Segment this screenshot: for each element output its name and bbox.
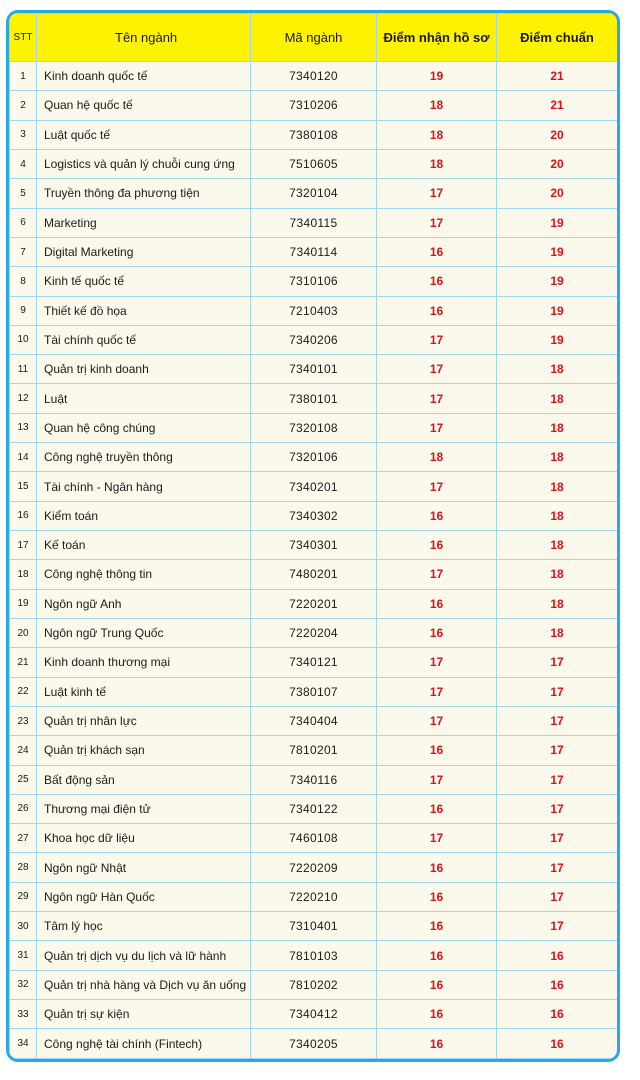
row-major-code: 7340114 [251, 237, 377, 266]
row-stt: 7 [10, 237, 37, 266]
row-major-name: Ngôn ngữ Hàn Quốc [37, 882, 251, 911]
table-row [10, 296, 618, 325]
row-major-name: Ngôn ngữ Nhật [37, 853, 251, 882]
row-benchmark-score: 21 [497, 91, 618, 120]
row-major-code: 7380108 [251, 120, 377, 149]
table-row [10, 706, 618, 735]
row-major-code: 7340120 [251, 62, 377, 91]
row-stt: 33 [10, 1000, 37, 1029]
row-major-name: Logistics và quản lý chuỗi cung ứng [37, 149, 251, 178]
row-stt: 29 [10, 882, 37, 911]
row-profile-score: 19 [377, 62, 497, 91]
row-major-code: 7340115 [251, 208, 377, 237]
table-row [10, 618, 618, 647]
row-major-code: 7480201 [251, 560, 377, 589]
row-major-name: Kiểm toán [37, 501, 251, 530]
row-major-name: Luật quốc tế [37, 120, 251, 149]
admission-table-frame [6, 10, 620, 1062]
row-major-code: 7220204 [251, 618, 377, 647]
row-major-code: 7510605 [251, 149, 377, 178]
row-profile-score: 17 [377, 355, 497, 384]
row-benchmark-score: 17 [497, 912, 618, 941]
row-stt: 15 [10, 472, 37, 501]
row-stt: 30 [10, 912, 37, 941]
row-benchmark-score: 18 [497, 472, 618, 501]
header-profile-score: Điểm nhận hồ sơ [377, 14, 497, 62]
row-major-code: 7460108 [251, 824, 377, 853]
row-major-name: Kinh doanh quốc tế [37, 62, 251, 91]
table-row [10, 120, 618, 149]
row-major-code: 7340116 [251, 765, 377, 794]
row-profile-score: 17 [377, 560, 497, 589]
row-major-code: 7310401 [251, 912, 377, 941]
row-major-name: Tài chính - Ngân hàng [37, 472, 251, 501]
row-benchmark-score: 19 [497, 296, 618, 325]
table-row [10, 413, 618, 442]
row-benchmark-score: 18 [497, 531, 618, 560]
table-row [10, 677, 618, 706]
table-header-row [10, 14, 618, 62]
row-stt: 14 [10, 443, 37, 472]
row-profile-score: 17 [377, 472, 497, 501]
row-profile-score: 16 [377, 941, 497, 970]
row-benchmark-score: 18 [497, 618, 618, 647]
table-row [10, 824, 618, 853]
table-row [10, 853, 618, 882]
row-major-name: Công nghệ truyền thông [37, 443, 251, 472]
table-row [10, 208, 618, 237]
row-benchmark-score: 17 [497, 882, 618, 911]
row-stt: 4 [10, 149, 37, 178]
row-benchmark-score: 19 [497, 208, 618, 237]
row-profile-score: 17 [377, 413, 497, 442]
row-major-name: Quản trị nhà hàng và Dịch vụ ăn uống [37, 970, 251, 999]
row-major-code: 7340122 [251, 794, 377, 823]
row-major-code: 7220201 [251, 589, 377, 618]
row-profile-score: 17 [377, 648, 497, 677]
row-major-name: Khoa học dữ liệu [37, 824, 251, 853]
row-benchmark-score: 17 [497, 736, 618, 765]
table-row [10, 794, 618, 823]
row-major-code: 7340302 [251, 501, 377, 530]
table-row [10, 765, 618, 794]
row-profile-score: 16 [377, 794, 497, 823]
row-major-code: 7310206 [251, 91, 377, 120]
row-benchmark-score: 20 [497, 149, 618, 178]
row-profile-score: 17 [377, 208, 497, 237]
table-row [10, 560, 618, 589]
row-benchmark-score: 19 [497, 237, 618, 266]
row-stt: 27 [10, 824, 37, 853]
row-profile-score: 16 [377, 882, 497, 911]
row-stt: 26 [10, 794, 37, 823]
row-major-code: 7220209 [251, 853, 377, 882]
table-row [10, 648, 618, 677]
admission-score-table [9, 13, 618, 1059]
row-profile-score: 18 [377, 91, 497, 120]
row-profile-score: 16 [377, 1029, 497, 1059]
row-major-name: Quản trị sự kiện [37, 1000, 251, 1029]
row-major-name: Bất động sản [37, 765, 251, 794]
row-benchmark-score: 21 [497, 62, 618, 91]
row-benchmark-score: 18 [497, 589, 618, 618]
row-major-name: Kinh doanh thương mại [37, 648, 251, 677]
row-stt: 12 [10, 384, 37, 413]
row-benchmark-score: 17 [497, 765, 618, 794]
row-stt: 18 [10, 560, 37, 589]
row-major-name: Ngôn ngữ Anh [37, 589, 251, 618]
row-major-name: Ngôn ngữ Trung Quốc [37, 618, 251, 647]
row-major-code: 7810103 [251, 941, 377, 970]
table-row [10, 736, 618, 765]
row-benchmark-score: 20 [497, 120, 618, 149]
row-benchmark-score: 16 [497, 970, 618, 999]
table-row [10, 325, 618, 354]
row-benchmark-score: 18 [497, 501, 618, 530]
row-major-name: Truyền thông đa phương tiện [37, 179, 251, 208]
row-major-name: Quan hệ quốc tế [37, 91, 251, 120]
row-major-code: 7340121 [251, 648, 377, 677]
row-stt: 2 [10, 91, 37, 120]
row-benchmark-score: 19 [497, 325, 618, 354]
row-major-code: 7340301 [251, 531, 377, 560]
row-major-code: 7210403 [251, 296, 377, 325]
row-stt: 5 [10, 179, 37, 208]
table-row [10, 531, 618, 560]
row-major-code: 7320106 [251, 443, 377, 472]
row-profile-score: 17 [377, 824, 497, 853]
row-major-code: 7340205 [251, 1029, 377, 1059]
row-benchmark-score: 18 [497, 355, 618, 384]
row-profile-score: 16 [377, 501, 497, 530]
row-major-name: Tâm lý học [37, 912, 251, 941]
row-profile-score: 16 [377, 267, 497, 296]
row-major-name: Luật [37, 384, 251, 413]
row-benchmark-score: 18 [497, 384, 618, 413]
row-profile-score: 18 [377, 149, 497, 178]
table-row [10, 62, 618, 91]
table-row [10, 589, 618, 618]
row-profile-score: 16 [377, 531, 497, 560]
row-profile-score: 16 [377, 589, 497, 618]
table-row [10, 472, 618, 501]
row-benchmark-score: 20 [497, 179, 618, 208]
row-stt: 25 [10, 765, 37, 794]
row-major-name: Digital Marketing [37, 237, 251, 266]
row-profile-score: 17 [377, 706, 497, 735]
row-major-code: 7340206 [251, 325, 377, 354]
row-major-name: Quản trị khách sạn [37, 736, 251, 765]
row-stt: 17 [10, 531, 37, 560]
row-benchmark-score: 18 [497, 560, 618, 589]
row-profile-score: 16 [377, 736, 497, 765]
row-major-name: Quản trị dịch vụ du lịch và lữ hành [37, 941, 251, 970]
row-stt: 9 [10, 296, 37, 325]
row-stt: 21 [10, 648, 37, 677]
row-major-name: Marketing [37, 208, 251, 237]
row-major-code: 7340404 [251, 706, 377, 735]
row-benchmark-score: 17 [497, 677, 618, 706]
row-major-code: 7340201 [251, 472, 377, 501]
row-profile-score: 16 [377, 853, 497, 882]
row-major-code: 7810202 [251, 970, 377, 999]
row-profile-score: 16 [377, 618, 497, 647]
row-stt: 20 [10, 618, 37, 647]
header-stt: STT [10, 14, 37, 62]
row-major-code: 7380101 [251, 384, 377, 413]
row-major-name: Thiết kế đồ họa [37, 296, 251, 325]
header-major-name: Tên ngành [37, 14, 251, 62]
row-profile-score: 16 [377, 1000, 497, 1029]
row-stt: 23 [10, 706, 37, 735]
table-body [10, 62, 618, 1059]
row-profile-score: 17 [377, 677, 497, 706]
row-profile-score: 16 [377, 237, 497, 266]
row-major-name: Quản trị nhân lực [37, 706, 251, 735]
row-benchmark-score: 16 [497, 941, 618, 970]
row-stt: 13 [10, 413, 37, 442]
row-major-name: Kế toán [37, 531, 251, 560]
row-profile-score: 16 [377, 912, 497, 941]
table-row [10, 149, 618, 178]
row-profile-score: 17 [377, 765, 497, 794]
row-major-name: Thương mại điện tử [37, 794, 251, 823]
table-row [10, 267, 618, 296]
row-benchmark-score: 18 [497, 413, 618, 442]
row-stt: 3 [10, 120, 37, 149]
row-major-code: 7320104 [251, 179, 377, 208]
row-stt: 19 [10, 589, 37, 618]
row-benchmark-score: 17 [497, 794, 618, 823]
row-profile-score: 16 [377, 970, 497, 999]
row-stt: 11 [10, 355, 37, 384]
table-row [10, 443, 618, 472]
table-row [10, 91, 618, 120]
row-major-code: 7310106 [251, 267, 377, 296]
row-major-name: Tài chính quốc tế [37, 325, 251, 354]
row-profile-score: 16 [377, 296, 497, 325]
row-stt: 32 [10, 970, 37, 999]
row-major-code: 7220210 [251, 882, 377, 911]
table-row [10, 912, 618, 941]
row-benchmark-score: 17 [497, 853, 618, 882]
row-major-name: Quản trị kinh doanh [37, 355, 251, 384]
row-major-code: 7380107 [251, 677, 377, 706]
row-benchmark-score: 17 [497, 648, 618, 677]
row-major-name: Kinh tế quốc tế [37, 267, 251, 296]
header-benchmark-score: Điểm chuẩn [497, 14, 618, 62]
row-stt: 1 [10, 62, 37, 91]
table-row [10, 179, 618, 208]
row-benchmark-score: 17 [497, 824, 618, 853]
row-profile-score: 18 [377, 120, 497, 149]
row-benchmark-score: 17 [497, 706, 618, 735]
table-row [10, 355, 618, 384]
table-row [10, 384, 618, 413]
table-row [10, 941, 618, 970]
table-row [10, 237, 618, 266]
row-major-code: 7340101 [251, 355, 377, 384]
row-major-name: Luật kinh tế [37, 677, 251, 706]
row-major-name: Công nghệ tài chính (Fintech) [37, 1029, 251, 1059]
table-row [10, 1029, 618, 1059]
row-profile-score: 17 [377, 325, 497, 354]
row-major-code: 7810201 [251, 736, 377, 765]
row-stt: 8 [10, 267, 37, 296]
row-major-name: Quan hệ công chúng [37, 413, 251, 442]
row-major-name: Công nghệ thông tin [37, 560, 251, 589]
row-benchmark-score: 18 [497, 443, 618, 472]
row-stt: 31 [10, 941, 37, 970]
row-profile-score: 17 [377, 179, 497, 208]
row-stt: 34 [10, 1029, 37, 1059]
row-major-code: 7320108 [251, 413, 377, 442]
row-profile-score: 17 [377, 384, 497, 413]
table-row [10, 970, 618, 999]
row-stt: 16 [10, 501, 37, 530]
row-stt: 22 [10, 677, 37, 706]
row-benchmark-score: 16 [497, 1000, 618, 1029]
row-stt: 6 [10, 208, 37, 237]
row-benchmark-score: 16 [497, 1029, 618, 1059]
row-benchmark-score: 19 [497, 267, 618, 296]
row-stt: 24 [10, 736, 37, 765]
table-row [10, 501, 618, 530]
table-row [10, 882, 618, 911]
row-stt: 10 [10, 325, 37, 354]
row-profile-score: 18 [377, 443, 497, 472]
header-major-code: Mã ngành [251, 14, 377, 62]
row-stt: 28 [10, 853, 37, 882]
row-major-code: 7340412 [251, 1000, 377, 1029]
table-row [10, 1000, 618, 1029]
